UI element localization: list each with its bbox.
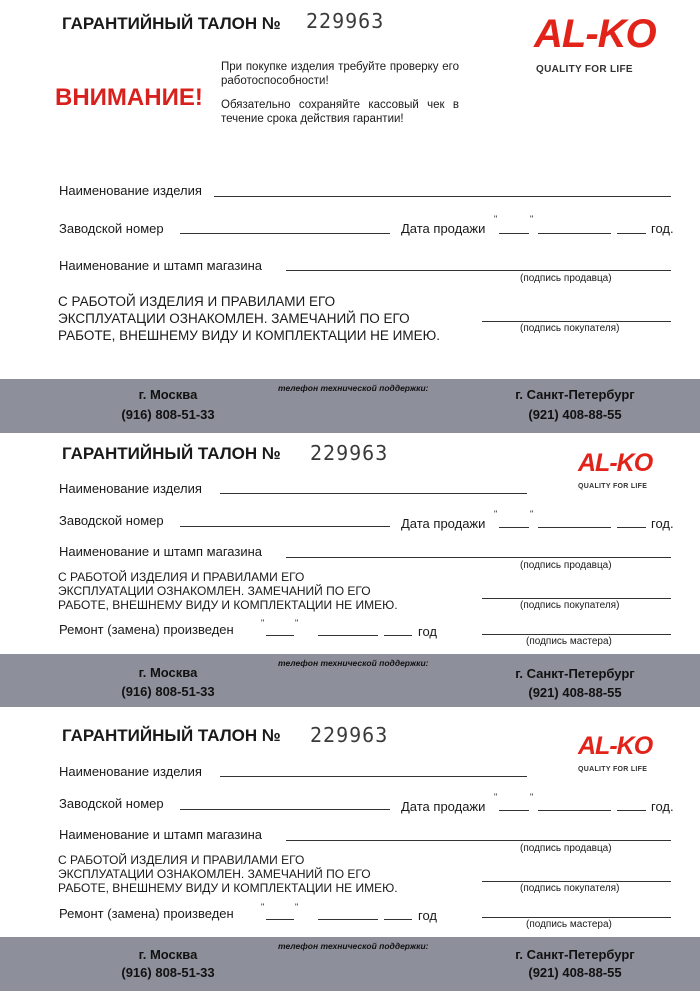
moscow-phone: (916) 808-51-33 bbox=[121, 965, 215, 980]
alko-logo: AL-KO bbox=[578, 732, 653, 760]
note-check-working: При покупке изделия требуйте проверку его работоспособности! bbox=[221, 61, 459, 87]
declaration-line-1: С РАБОТОЙ ИЗДЕЛИЯ И ПРАВИЛАМИ ЕГО bbox=[58, 853, 305, 867]
master-signature-line[interactable] bbox=[482, 917, 671, 918]
quote-open: " bbox=[494, 214, 498, 224]
moscow-phone: (916) 808-51-33 bbox=[121, 407, 215, 422]
repair-year-line[interactable] bbox=[384, 919, 412, 920]
product-name-label: Наименование изделия bbox=[59, 481, 202, 496]
sale-month-line[interactable] bbox=[538, 233, 611, 234]
sale-day-line[interactable] bbox=[499, 527, 529, 528]
quote-open: " bbox=[261, 618, 265, 628]
product-name-line[interactable] bbox=[214, 196, 671, 197]
buyer-signature-line[interactable] bbox=[482, 321, 671, 322]
repair-day-line[interactable] bbox=[266, 635, 294, 636]
buyer-signature-caption: (подпись покупателя) bbox=[520, 323, 620, 334]
repair-year-line[interactable] bbox=[384, 635, 412, 636]
declaration-line-1: С РАБОТОЙ ИЗДЕЛИЯ И ПРАВИЛАМИ ЕГО bbox=[58, 570, 305, 584]
sale-month-line[interactable] bbox=[538, 810, 611, 811]
quote-close: " bbox=[295, 902, 299, 912]
quote-close: " bbox=[530, 509, 534, 519]
shop-line[interactable] bbox=[286, 840, 671, 841]
attention-heading: ВНИМАНИЕ! bbox=[55, 84, 203, 111]
support-band-1 bbox=[0, 379, 700, 433]
year-label: год. bbox=[651, 221, 674, 236]
sale-year-line[interactable] bbox=[617, 527, 646, 528]
sale-day-line[interactable] bbox=[499, 233, 529, 234]
shop-label: Наименование и штамп магазина bbox=[59, 827, 262, 842]
seller-signature-caption: (подпись продавца) bbox=[520, 843, 612, 854]
moscow-phone: (916) 808-51-33 bbox=[121, 684, 215, 699]
support-caption: телефон технической поддержки: bbox=[278, 383, 429, 393]
moscow-city: г. Москва bbox=[138, 665, 198, 680]
repair-year-label: год bbox=[418, 624, 437, 639]
sale-date-label: Дата продажи bbox=[401, 221, 486, 236]
moscow-city: г. Москва bbox=[138, 947, 198, 962]
master-signature-line[interactable] bbox=[482, 634, 671, 635]
repair-day-line[interactable] bbox=[266, 919, 294, 920]
declaration-line-2: ЭКСПЛУАТАЦИИ ОЗНАКОМЛЕН. ЗАМЕЧАНИЙ ПО ЕГО bbox=[58, 867, 371, 881]
quote-open: " bbox=[261, 902, 265, 912]
spb-city: г. Санкт-Петербург bbox=[515, 666, 635, 681]
spb-city: г. Санкт-Петербург bbox=[515, 947, 635, 962]
product-name-line[interactable] bbox=[220, 776, 527, 777]
sale-year-line[interactable] bbox=[617, 233, 646, 234]
repair-month-line[interactable] bbox=[318, 635, 378, 636]
buyer-signature-line[interactable] bbox=[482, 598, 671, 599]
serial-number: 229963 bbox=[306, 9, 385, 33]
seller-signature-caption: (подпись продавца) bbox=[520, 560, 612, 571]
master-signature-caption: (подпись мастера) bbox=[526, 919, 612, 930]
sale-year-line[interactable] bbox=[617, 810, 646, 811]
buyer-signature-line[interactable] bbox=[482, 881, 671, 882]
year-label: год. bbox=[651, 516, 674, 531]
support-band-3 bbox=[0, 937, 700, 991]
buyer-signature-caption: (подпись покупателя) bbox=[520, 883, 620, 894]
repair-label: Ремонт (замена) произведен bbox=[59, 622, 234, 637]
sale-date-label: Дата продажи bbox=[401, 799, 486, 814]
note-keep-receipt: Обязательно сохраняйте кассовый чек в течение срока действия гарантии! bbox=[221, 99, 459, 125]
spb-phone: (921) 408-88-55 bbox=[528, 685, 622, 700]
repair-month-line[interactable] bbox=[318, 919, 378, 920]
coupon-title: ГАРАНТИЙНЫЙ ТАЛОН № bbox=[62, 14, 281, 33]
spb-city: г. Санкт-Петербург bbox=[515, 387, 635, 402]
brand-tagline: QUALITY FOR LIFE bbox=[578, 766, 648, 773]
quote-close: " bbox=[295, 618, 299, 628]
serial-number: 229963 bbox=[310, 441, 389, 465]
shop-label: Наименование и штамп магазина bbox=[59, 544, 262, 559]
repair-label: Ремонт (замена) произведен bbox=[59, 906, 234, 921]
shop-line[interactable] bbox=[286, 557, 671, 558]
shop-label: Наименование и штамп магазина bbox=[59, 258, 262, 273]
alko-logo: AL-KO bbox=[578, 449, 653, 477]
coupon-title: ГАРАНТИЙНЫЙ ТАЛОН № bbox=[62, 444, 281, 463]
shop-line[interactable] bbox=[286, 270, 671, 271]
serial-number-label: Заводской номер bbox=[59, 796, 164, 811]
buyer-signature-caption: (подпись покупателя) bbox=[520, 600, 620, 611]
declaration-line-1: С РАБОТОЙ ИЗДЕЛИЯ И ПРАВИЛАМИ ЕГО bbox=[58, 294, 336, 309]
spb-phone: (921) 408-88-55 bbox=[528, 965, 622, 980]
serial-number-line[interactable] bbox=[180, 526, 390, 527]
serial-number-label: Заводской номер bbox=[59, 513, 164, 528]
support-caption: телефон технической поддержки: bbox=[278, 658, 429, 668]
alko-logo: AL-KO bbox=[534, 12, 656, 56]
product-name-label: Наименование изделия bbox=[59, 764, 202, 779]
coupon-title: ГАРАНТИЙНЫЙ ТАЛОН № bbox=[62, 726, 281, 745]
brand-tagline: QUALITY FOR LIFE bbox=[578, 483, 648, 490]
sale-day-line[interactable] bbox=[499, 810, 529, 811]
quote-close: " bbox=[530, 214, 534, 224]
quote-open: " bbox=[494, 509, 498, 519]
brand-tagline: QUALITY FOR LIFE bbox=[536, 64, 633, 75]
serial-number: 229963 bbox=[310, 723, 389, 747]
repair-year-label: год bbox=[418, 908, 437, 923]
sale-date-label: Дата продажи bbox=[401, 516, 486, 531]
declaration-line-3: РАБОТЕ, ВНЕШНЕМУ ВИДУ И КОМПЛЕКТАЦИИ НЕ ИМЕЮ. bbox=[58, 881, 398, 895]
serial-number-line[interactable] bbox=[180, 233, 390, 234]
product-name-label: Наименование изделия bbox=[59, 183, 202, 198]
year-label: год. bbox=[651, 799, 674, 814]
quote-close: " bbox=[530, 792, 534, 802]
serial-number-line[interactable] bbox=[180, 809, 390, 810]
moscow-city: г. Москва bbox=[138, 387, 198, 402]
declaration-line-2: ЭКСПЛУАТАЦИИ ОЗНАКОМЛЕН. ЗАМЕЧАНИЙ ПО ЕГО bbox=[58, 311, 410, 326]
declaration-line-2: ЭКСПЛУАТАЦИИ ОЗНАКОМЛЕН. ЗАМЕЧАНИЙ ПО ЕГО bbox=[58, 584, 371, 598]
declaration-line-3: РАБОТЕ, ВНЕШНЕМУ ВИДУ И КОМПЛЕКТАЦИИ НЕ ИМЕЮ. bbox=[58, 328, 440, 343]
quote-open: " bbox=[494, 792, 498, 802]
master-signature-caption: (подпись мастера) bbox=[526, 636, 612, 647]
support-band-2 bbox=[0, 654, 700, 707]
declaration-line-3: РАБОТЕ, ВНЕШНЕМУ ВИДУ И КОМПЛЕКТАЦИИ НЕ ИМЕЮ. bbox=[58, 598, 398, 612]
seller-signature-caption: (подпись продавца) bbox=[520, 273, 612, 284]
serial-number-label: Заводской номер bbox=[59, 221, 164, 236]
support-caption: телефон технической поддержки: bbox=[278, 941, 429, 951]
spb-phone: (921) 408-88-55 bbox=[528, 407, 622, 422]
sale-month-line[interactable] bbox=[538, 527, 611, 528]
product-name-line[interactable] bbox=[220, 493, 527, 494]
